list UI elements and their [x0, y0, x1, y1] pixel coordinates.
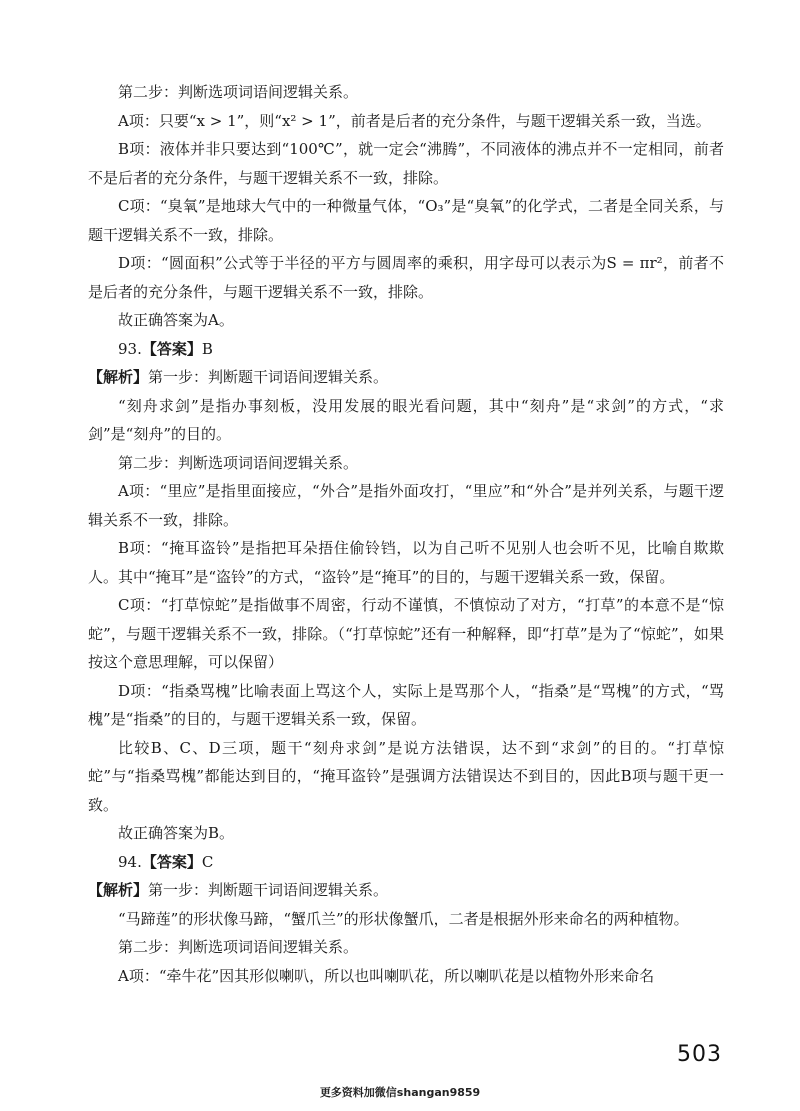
- analysis-text: 第一步：判断题干词语间逻辑关系。: [148, 368, 389, 386]
- paragraph: B项：液体并非只要达到“100℃”，就一定会“沸腾”，不同液体的沸点并不一定相同，前者不是后者的充分条件，与题干逻辑关系不一致，排除。: [88, 140, 724, 187]
- paragraph: A项：只要“x > 1”，则“x² > 1”，前者是后者的充分条件，与题干逻辑关系一致，当选。: [118, 111, 711, 130]
- footer-note: 更多资料加微信shangan9859: [319, 1086, 481, 1099]
- answer-value: B: [201, 339, 213, 358]
- paragraph: 第二步：判断选项词语间逻辑关系。: [118, 453, 359, 472]
- page-content: [88, 78, 724, 990]
- paragraph: “马蹄莲”的形状像马蹄，“蟹爪兰”的形状像蟹爪，二者是根据外形来命名的两种植物。: [118, 909, 689, 928]
- analysis-text: 第一步：判断题干词语间逻辑关系。: [148, 881, 389, 899]
- page-number: 503: [677, 1042, 722, 1067]
- answer-line: [88, 848, 724, 877]
- paragraph: 第二步：判断选项词语间逻辑关系。: [118, 83, 359, 101]
- analysis-line: [88, 876, 724, 905]
- paragraph: B项：“掩耳盗铃”是指把耳朵捂住偷铃铛，以为自己听不见别人也会听不见，比喻自欺欺人。其中“掩耳”是“盗铃”的方式，“盗铃”是“掩耳”的目的，与题干逻辑关系一致，保留。: [88, 539, 724, 586]
- paragraph: D项：“圆面积”公式等于半径的平方与圆周率的乘积，用字母可以表示为S = πr²，前者不是后者的充分条件，与题干逻辑关系不一致，排除。: [88, 254, 724, 301]
- paragraph: 故正确答案为B。: [118, 824, 235, 842]
- analysis-tag: 【解析】: [88, 881, 149, 899]
- analysis-tag: 【解析】: [88, 368, 149, 386]
- paragraph: C项：“打草惊蛇”是指做事不周密，行动不谨慎，不慎惊动了对方，“打草”的本意不是“惊蛇”，与题干逻辑关系不一致，排除。（“打草惊蛇”还有一种解释，即“打草”是为了“惊蛇”，如果按这个意思理解，可以保留）: [88, 596, 724, 671]
- question-number: 94.: [118, 852, 142, 871]
- paragraph: 第二步：判断选项词语间逻辑关系。: [118, 938, 359, 956]
- answer-value: C: [201, 852, 214, 871]
- answer-line: [88, 335, 724, 364]
- answer-tag: 【答案】: [141, 339, 202, 358]
- answer-tag: 【答案】: [141, 852, 202, 871]
- analysis-line: [88, 363, 724, 392]
- paragraph: 故正确答案为A。: [118, 311, 234, 329]
- paragraph: C项：“臭氧”是地球大气中的一种微量气体，“O₃”是“臭氧”的化学式，二者是全同关系，与题干逻辑关系不一致，排除。: [88, 197, 724, 244]
- paragraph: 比较B、C、D三项，题干“刻舟求剑”是说方法错误，达不到“求剑”的目的。“打草惊蛇”与“指桑骂槐”都能达到目的，“掩耳盗铃”是强调方法错误达不到目的，因此B项与题干更一致。: [88, 738, 724, 814]
- paragraph: D项：“指桑骂槐”比喻表面上骂这个人，实际上是骂那个人，“指桑”是“骂槐”的方式，“骂槐”是“指桑”的目的，与题干逻辑关系一致，保留。: [88, 681, 724, 728]
- paragraph: A项：“牵牛花”因其形似喇叭，所以也叫喇叭花，所以喇叭花是以植物外形来命名: [118, 966, 655, 985]
- paragraph: A项：“里应”是指里面接应，“外合”是指外面攻打，“里应”和“外合”是并列关系，与题干逻辑关系不一致，排除。: [88, 482, 724, 529]
- paragraph: “刻舟求剑”是指办事刻板，没用发展的眼光看问题，其中“刻舟”是“求剑”的方式，“求剑”是“刻舟”的目的。: [88, 396, 724, 443]
- question-number: 93.: [118, 339, 142, 358]
